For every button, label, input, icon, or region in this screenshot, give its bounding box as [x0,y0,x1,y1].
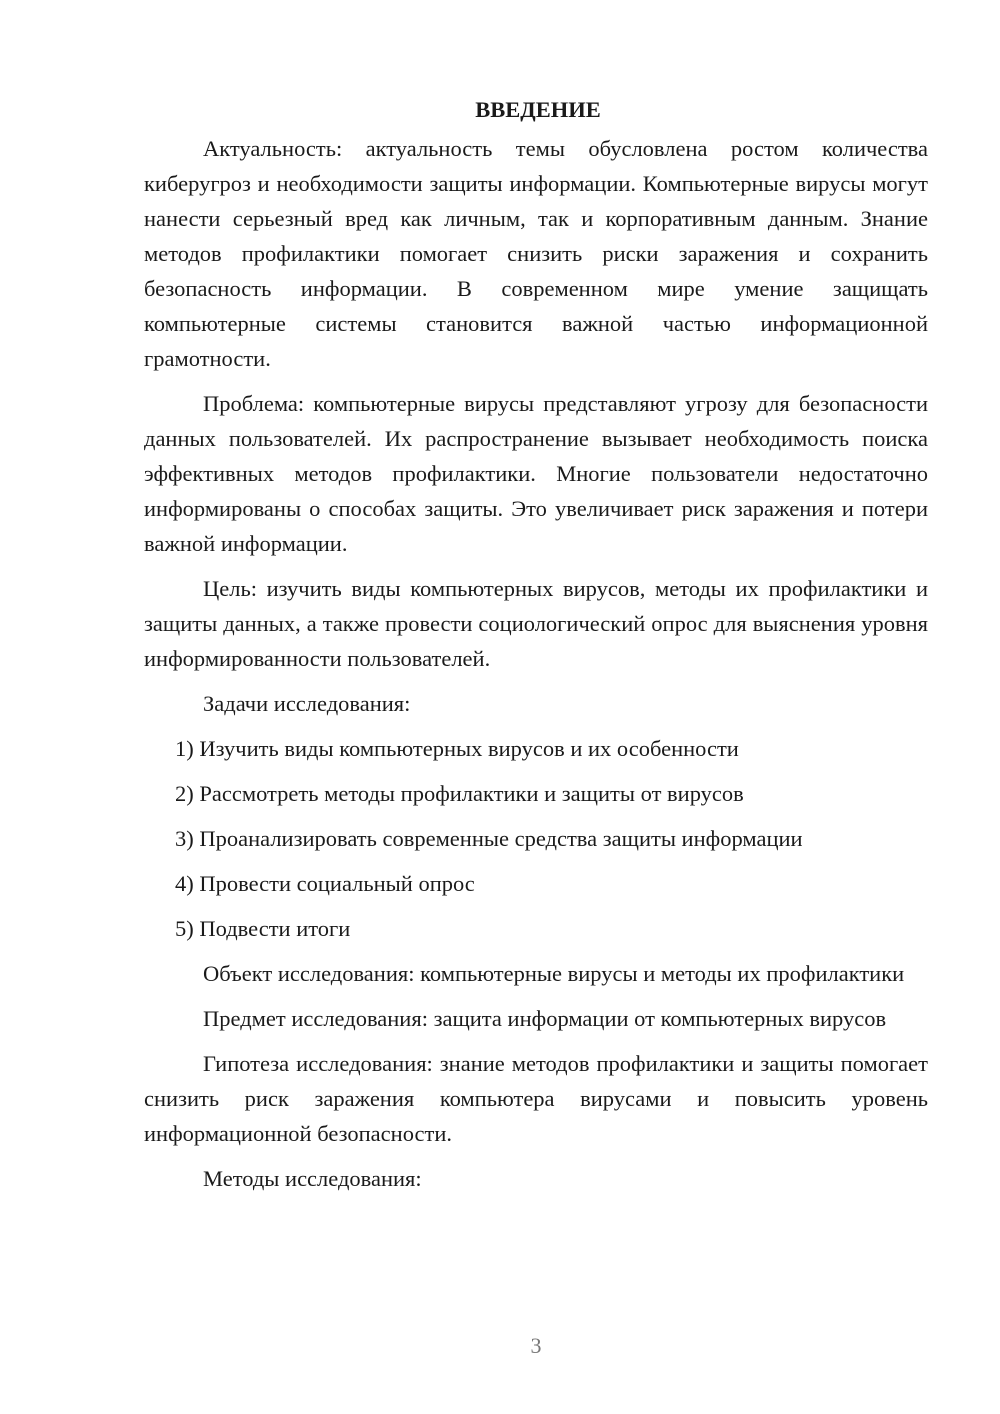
task-item: 1) Изучить виды компьютерных вирусов и их особенности [175,736,739,761]
tasks-list [144,731,928,946]
hypothesis-paragraph: Гипотеза исследования: знание методов профилактики и защиты помогает снизить риск заражения компьютера вирусами и повысить уровень информационной безопасности. [144,1051,928,1146]
subject-paragraph: Предмет исследования: защита информации от компьютерных вирусов [203,1006,887,1031]
page-content [144,92,928,1206]
methods-label: Методы исследования: [203,1166,422,1191]
task-item: 5) Подвести итоги [175,916,351,941]
object-paragraph: Объект исследования: компьютерные вирусы и методы их профилактики [203,961,905,986]
page-number: 3 [530,1333,542,1358]
relevance-paragraph: Актуальность: актуальность темы обусловлена ростом количества киберугроз и необходимости защиты информации. Компьютерные вирусы могут нанести серьезный вред как личным, так и корпоративным данным. Знание методов профилактики помогает снизить риски заражения и сохранить безопасность информации. В современном мире умение защищать компьютерные системы становится важной частью информационной грамотности. [144,136,928,371]
problem-paragraph: Проблема: компьютерные вирусы представляют угрозу для безопасности данных пользователей. Их распространение вызывает необходимость поиска эффективных методов профилактики. Многие пользователи недостаточно информированы о способах защиты. Это увеличивает риск заражения и потери важной информации. [144,391,928,556]
tasks-label: Задачи исследования: [203,691,411,716]
goal-paragraph: Цель: изучить виды компьютерных вирусов, методы их профилактики и защиты данных, а также провести социологический опрос для выяснения уровня информированности пользователей. [144,576,928,671]
task-item: 4) Провести социальный опрос [175,871,475,896]
task-item: 3) Проанализировать современные средства защиты информации [175,826,803,851]
section-heading: ВВЕДЕНИЕ [475,97,601,122]
task-item: 2) Рассмотреть методы профилактики и защиты от вирусов [175,781,744,806]
